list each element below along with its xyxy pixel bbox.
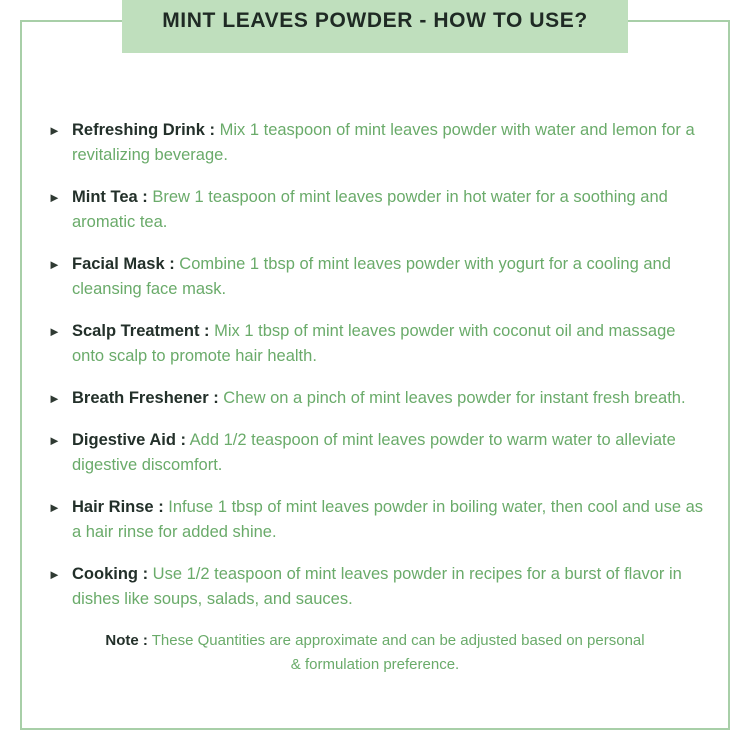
list-item bbox=[44, 386, 706, 411]
bullet-icon: ► bbox=[48, 257, 61, 272]
list-item-label: Breath Freshener : bbox=[72, 389, 219, 407]
list-item-text bbox=[72, 428, 706, 478]
list-item-label: Digestive Aid : bbox=[72, 431, 186, 449]
list-item-text bbox=[72, 495, 706, 545]
list-item-label: Cooking : bbox=[72, 565, 149, 583]
bullet-icon: ► bbox=[48, 324, 61, 339]
list-item-text bbox=[72, 386, 706, 411]
list-item-body: Use 1/2 teaspoon of mint leaves powder in recipes for a burst of flavor in dishes like soups, salads, and sauces. bbox=[72, 565, 682, 608]
list-item bbox=[44, 562, 706, 612]
list-item-label: Refreshing Drink : bbox=[72, 121, 216, 139]
list-item-body: Chew on a pinch of mint leaves powder for instant fresh breath. bbox=[218, 389, 686, 407]
list-item-text bbox=[72, 118, 706, 168]
list-item-body: Add 1/2 teaspoon of mint leaves powder to warm water to alleviate digestive discomfort. bbox=[72, 431, 676, 474]
list-item-label: Hair Rinse : bbox=[72, 498, 164, 516]
list-item bbox=[44, 252, 706, 302]
list-item bbox=[44, 495, 706, 545]
list-item-body: Mix 1 tbsp of mint leaves powder with coconut oil and massage onto scalp to promote hair health. bbox=[72, 322, 676, 365]
list-item-label: Mint Tea : bbox=[72, 188, 148, 206]
note-label: Note : bbox=[105, 632, 148, 649]
page-title: MINT LEAVES POWDER - HOW TO USE? bbox=[122, 0, 628, 53]
list-item-label: Facial Mask : bbox=[72, 255, 175, 273]
list-item bbox=[44, 185, 706, 235]
usage-list bbox=[22, 102, 728, 677]
bullet-icon: ► bbox=[48, 123, 61, 138]
list-item bbox=[44, 118, 706, 168]
list-item bbox=[44, 428, 706, 478]
list-item-text bbox=[72, 562, 706, 612]
bullet-icon: ► bbox=[48, 190, 61, 205]
note-body: These Quantities are approximate and can be adjusted based on personal & formulation preference. bbox=[147, 632, 645, 673]
list-item-text bbox=[72, 185, 706, 235]
list-item-body: Infuse 1 tbsp of mint leaves powder in boiling water, then cool and use as a hair rinse for added shine. bbox=[72, 498, 704, 541]
note bbox=[44, 629, 706, 677]
list-item bbox=[44, 319, 706, 369]
title-banner-wrap bbox=[22, 0, 728, 53]
info-card bbox=[20, 9, 730, 730]
list-item-text bbox=[72, 252, 706, 302]
list-item-body: Brew 1 teaspoon of mint leaves powder in hot water for a soothing and aromatic tea. bbox=[72, 188, 668, 231]
list-item-text bbox=[72, 319, 706, 369]
list-item-body: Mix 1 teaspoon of mint leaves powder with water and lemon for a revitalizing beverage. bbox=[72, 121, 695, 164]
list-item-body: Combine 1 tbsp of mint leaves powder with yogurt for a cooling and cleansing face mask. bbox=[72, 255, 671, 298]
bullet-icon: ► bbox=[48, 500, 61, 515]
list-item-label: Scalp Treatment : bbox=[72, 322, 210, 340]
bullet-icon: ► bbox=[48, 567, 61, 582]
bullet-icon: ► bbox=[48, 391, 61, 406]
bullet-icon: ► bbox=[48, 433, 61, 448]
